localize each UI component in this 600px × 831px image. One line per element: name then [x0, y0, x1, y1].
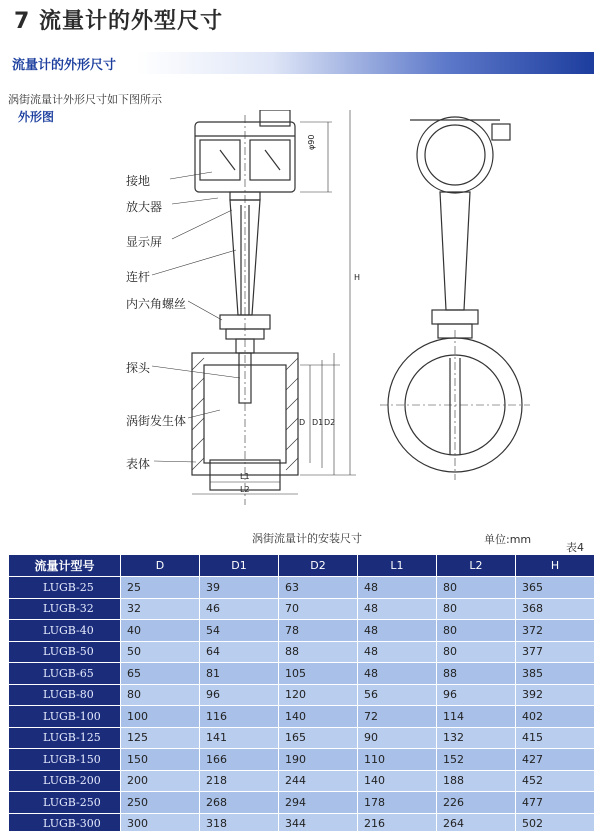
side-view-head [417, 117, 493, 193]
dim-L1: L1 [240, 472, 250, 481]
table-unit: 单位:mm [484, 533, 532, 546]
cell-D: 32 [121, 598, 200, 620]
cell-L2: 88 [437, 663, 516, 685]
table-number: 表4 [566, 541, 584, 554]
cell-model: LUGB-40 [9, 620, 121, 642]
side-view-rod [440, 192, 470, 310]
col-header-D2: D2 [279, 555, 358, 577]
dim-L2: L2 [240, 485, 250, 494]
cell-L1: 72 [358, 706, 437, 728]
table-header-row [9, 555, 595, 577]
cell-D1: 318 [200, 813, 279, 831]
cell-L1: 48 [358, 577, 437, 599]
cell-H: 502 [516, 813, 595, 831]
cell-L1: 110 [358, 749, 437, 771]
cell-D: 50 [121, 641, 200, 663]
cell-H: 372 [516, 620, 595, 642]
cell-H: 368 [516, 598, 595, 620]
cell-H: 415 [516, 727, 595, 749]
cell-L1: 48 [358, 663, 437, 685]
label-connecting-rod: 连杆 [126, 270, 151, 284]
cell-model: LUGB-32 [9, 598, 121, 620]
cell-D: 65 [121, 663, 200, 685]
cell-L2: 264 [437, 813, 516, 831]
cell-model: LUGB-250 [9, 792, 121, 814]
cell-D1: 64 [200, 641, 279, 663]
table-row [9, 684, 595, 706]
label-grounding: 接地 [126, 174, 151, 188]
table-row [9, 813, 595, 831]
cell-L2: 132 [437, 727, 516, 749]
cell-D1: 54 [200, 620, 279, 642]
col-header-L1: L1 [358, 555, 437, 577]
cell-D2: 70 [279, 598, 358, 620]
cell-D2: 165 [279, 727, 358, 749]
cell-L2: 152 [437, 749, 516, 771]
cell-model: LUGB-65 [9, 663, 121, 685]
cell-D1: 46 [200, 598, 279, 620]
table-row [9, 770, 595, 792]
cell-D: 25 [121, 577, 200, 599]
cell-D1: 116 [200, 706, 279, 728]
cell-H: 365 [516, 577, 595, 599]
drawing-subtitle: 外形图 [18, 110, 55, 124]
cell-L1: 140 [358, 770, 437, 792]
label-meter-body: 表体 [126, 457, 151, 471]
cell-H: 452 [516, 770, 595, 792]
cell-D1: 39 [200, 577, 279, 599]
cell-D2: 344 [279, 813, 358, 831]
cell-L2: 114 [437, 706, 516, 728]
cell-model: LUGB-200 [9, 770, 121, 792]
cell-model: LUGB-100 [9, 706, 121, 728]
table-row [9, 792, 595, 814]
cell-L1: 48 [358, 598, 437, 620]
cell-L2: 80 [437, 577, 516, 599]
cell-D2: 88 [279, 641, 358, 663]
cell-L1: 48 [358, 641, 437, 663]
cell-L1: 178 [358, 792, 437, 814]
table-row [9, 663, 595, 685]
dim-D2: D2 [324, 418, 336, 427]
label-hex-screw: 内六角螺丝 [126, 297, 187, 311]
cell-D: 250 [121, 792, 200, 814]
label-vortex-generator: 涡街发生体 [126, 414, 187, 428]
cell-H: 477 [516, 792, 595, 814]
col-header-L2: L2 [437, 555, 516, 577]
cell-D2: 294 [279, 792, 358, 814]
cell-D2: 120 [279, 684, 358, 706]
cell-L2: 80 [437, 598, 516, 620]
cell-D2: 140 [279, 706, 358, 728]
cell-D: 125 [121, 727, 200, 749]
cell-D: 80 [121, 684, 200, 706]
cell-D1: 141 [200, 727, 279, 749]
cell-D2: 190 [279, 749, 358, 771]
cell-L2: 226 [437, 792, 516, 814]
cell-D1: 81 [200, 663, 279, 685]
cell-D: 150 [121, 749, 200, 771]
col-header-model: 流量计型号 [9, 555, 121, 577]
cell-model: LUGB-300 [9, 813, 121, 831]
cell-D2: 105 [279, 663, 358, 685]
cell-model: LUGB-25 [9, 577, 121, 599]
table-row [9, 749, 595, 771]
installation-dimensions-table [8, 554, 595, 831]
table-row [9, 641, 595, 663]
cell-L1: 56 [358, 684, 437, 706]
cell-L2: 80 [437, 620, 516, 642]
dim-D: D [299, 418, 306, 427]
col-header-H: H [516, 555, 595, 577]
label-display: 显示屏 [126, 235, 163, 249]
cell-model: LUGB-150 [9, 749, 121, 771]
cell-L1: 216 [358, 813, 437, 831]
cell-L1: 48 [358, 620, 437, 642]
section-title: 流量计的外形尺寸 [12, 58, 117, 73]
cell-L2: 188 [437, 770, 516, 792]
cell-L2: 96 [437, 684, 516, 706]
cell-model: LUGB-80 [9, 684, 121, 706]
cell-H: 402 [516, 706, 595, 728]
cell-L2: 80 [437, 641, 516, 663]
cell-D2: 78 [279, 620, 358, 642]
table-row [9, 727, 595, 749]
intro-text: 涡街流量计外形尺寸如下图所示 [8, 93, 162, 106]
cell-D2: 244 [279, 770, 358, 792]
cell-D1: 166 [200, 749, 279, 771]
cell-D1: 96 [200, 684, 279, 706]
col-header-D: D [121, 555, 200, 577]
cell-D1: 268 [200, 792, 279, 814]
cell-D2: 63 [279, 577, 358, 599]
label-amplifier: 放大器 [126, 200, 163, 214]
table-row [9, 620, 595, 642]
col-header-D1: D1 [200, 555, 279, 577]
cell-D: 300 [121, 813, 200, 831]
cable-gland [260, 110, 290, 126]
chapter-title: 7 流量计的外型尺寸 [14, 9, 223, 34]
cell-model: LUGB-50 [9, 641, 121, 663]
label-probe: 探头 [126, 361, 151, 375]
dim-D1: D1 [312, 418, 324, 427]
cell-H: 385 [516, 663, 595, 685]
cell-model: LUGB-125 [9, 727, 121, 749]
table-row [9, 706, 595, 728]
cell-D: 200 [121, 770, 200, 792]
table-row [9, 598, 595, 620]
dim-phi90: φ90 [307, 134, 316, 150]
dim-H: H [354, 273, 361, 282]
cell-H: 392 [516, 684, 595, 706]
cell-D: 100 [121, 706, 200, 728]
cell-D: 40 [121, 620, 200, 642]
cell-H: 377 [516, 641, 595, 663]
cell-L1: 90 [358, 727, 437, 749]
cell-D1: 218 [200, 770, 279, 792]
table-row [9, 577, 595, 599]
table-caption: 涡街流量计的安装尺寸 [252, 532, 362, 545]
flowmeter-outline-drawing [100, 110, 540, 510]
cell-H: 427 [516, 749, 595, 771]
